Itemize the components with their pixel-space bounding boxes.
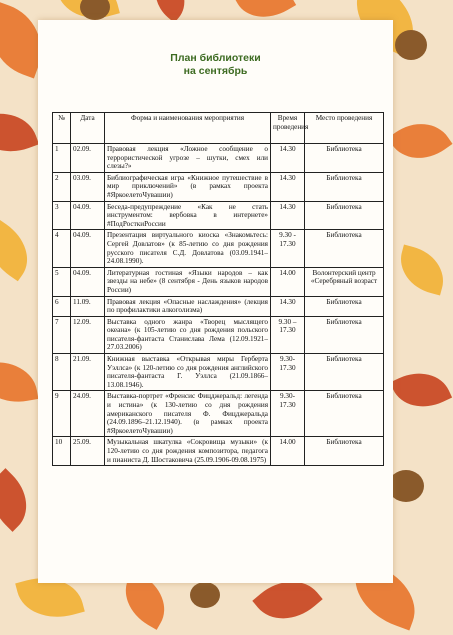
table-row [53,267,384,296]
table-row [53,296,384,316]
table-row [53,437,384,466]
cell-time: 14.30 [271,144,305,173]
cell-date: 03.09. [71,172,105,201]
cell-time: 9.30 - 17.30 [271,230,305,267]
cell-place: Библиотека [305,201,384,230]
cell-time: 14.30 [271,296,305,316]
acorn-icon [80,0,110,20]
cell-event: Правовая лекция «Ложное сообщение о террористической угрозе – шутки, смех или слезы?» [105,144,271,173]
cell-date: 24.09. [71,391,105,437]
header-date: Дата [71,113,105,144]
table-row [53,230,384,267]
cell-num: 2 [53,172,71,201]
header-time: Время проведения [271,113,305,144]
leaf-icon [0,219,41,282]
document-sheet [38,20,393,583]
table-row [53,354,384,391]
page-title [38,52,393,78]
events-table [52,112,384,466]
cell-date: 04.09. [71,230,105,267]
leaf-icon [0,468,41,532]
cell-event: Литературная гостиная «Языки народов – как звезды на небе» (8 сентября - День языков народов России) [105,267,271,296]
cell-time: 14.30 [271,172,305,201]
cell-place: Библиотека [305,391,384,437]
cell-place: Библиотека [305,230,384,267]
cell-time: 9.30- 17.30 [271,391,305,437]
table-row [53,172,384,201]
cell-num: 1 [53,144,71,173]
acorn-icon [190,582,220,608]
leaf-icon [387,109,452,172]
cell-place: Библиотека [305,296,384,316]
cell-event: Книжная выставка «Открывая миры Герберта Уэллса» (к 120-летию со дня рождения английского писателя-фантаста Г. Уэллса (21.09.1866–13.08.1946). [105,354,271,391]
cell-time: 14.00 [271,267,305,296]
cell-place: Библиотека [305,144,384,173]
cell-event: Выставка одного жанра «Творец мыслящего океана» (к 105-летию со дня рождения польского писателя-фантаста Станислава Лема (12.09.1921–27.03.2006) [105,316,271,353]
cell-num: 8 [53,354,71,391]
acorn-icon [395,30,427,60]
table-row [53,201,384,230]
cell-date: 25.09. [71,437,105,466]
leaf-icon [394,244,451,295]
cell-time: 9.30- 17.30 [271,354,305,391]
acorn-icon [388,470,424,502]
cell-date: 02.09. [71,144,105,173]
header-event: Форма и наименования мероприятия [105,113,271,144]
cell-event: Правовая лекция «Опасные наслаждения» (лекция по профилактики алкоголизма) [105,296,271,316]
cell-place: Библиотека [305,316,384,353]
leaf-icon [0,356,38,409]
cell-num: 5 [53,267,71,296]
cell-event: Выставка-портрет «Френсис Фицджеральд: легенда и истина» (к 130-летию со дня рождения американского писателя Ф. Фицджеральда (24.09.1896–21.12.1940). (в рамках проекта #ЯркоелетоЧувашии) [105,391,271,437]
cell-num: 7 [53,316,71,353]
cell-date: 11.09. [71,296,105,316]
cell-date: 21.09. [71,354,105,391]
cell-event: Презентация виртуального киоска «Знакомьтесь: Сергей Довлатов» (к 85-летию со дня рождения русского писателя С.Д. Довлатова (03.09.1941–24.08.1990). [105,230,271,267]
cell-num: 6 [53,296,71,316]
header-place: Место проведения [305,113,384,144]
table-row [53,391,384,437]
cell-event: Музыкальная шкатулка «Сокровища музыки» (к 120-летию со дня рождения композитора, педагога и пианиста Д. Шостаковича (25.09.1906-09.08.1975) [105,437,271,466]
table-row [53,316,384,353]
cell-date: 04.09. [71,201,105,230]
cell-place: Волонтерский центр «Серебряный возраст [305,267,384,296]
cell-event: Беседа-предупреждение «Как не стать инструментом: вербовка в интернете» #ПодРосткиРоссии [105,201,271,230]
table-row [53,144,384,173]
header-num: № [53,113,71,144]
cell-place: Библиотека [305,172,384,201]
cell-num: 4 [53,230,71,267]
cell-num: 9 [53,391,71,437]
cell-date: 12.09. [71,316,105,353]
cell-place: Библиотека [305,354,384,391]
cell-time: 14.30 [271,201,305,230]
cell-date: 04.09. [71,267,105,296]
table-header-row [53,113,384,144]
cell-time: 9.30 – 17.30 [271,316,305,353]
cell-place: Библиотека [305,437,384,466]
leaf-icon [390,361,452,418]
cell-num: 3 [53,201,71,230]
cell-event: Библиографическая игра «Книжное путешествие в мир приключений» (в рамках проекта #ЯркоелетоЧувашии) [105,172,271,201]
title-line-2: на сентябрь [183,65,248,77]
cell-time: 14.00 [271,437,305,466]
leaf-icon [0,102,39,163]
cell-num: 10 [53,437,71,466]
title-line-1: План библиотеки [170,52,261,64]
